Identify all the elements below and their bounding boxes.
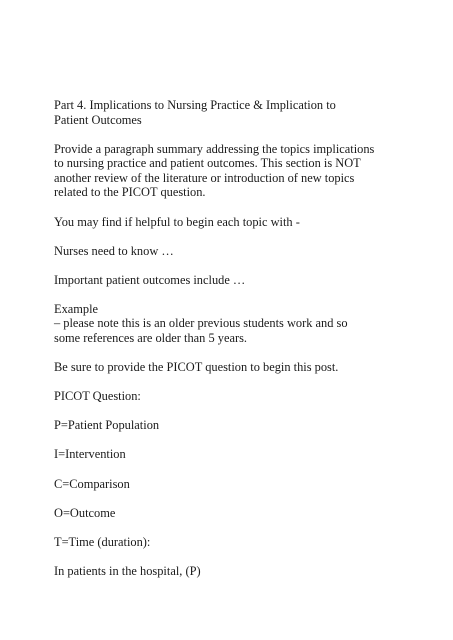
text-line: – please note this is an older previous students work and so	[54, 316, 348, 331]
text-line: PICOT Question:	[54, 389, 141, 404]
picot-heading	[54, 389, 414, 404]
text-line: C=Comparison	[54, 476, 130, 491]
text-line: You may find if helpful to begin each topic with -	[54, 214, 300, 229]
text-line: In patients in the hospital, (P)	[54, 563, 201, 578]
tip-paragraph	[54, 215, 414, 230]
text-line: Provide a paragraph summary addressing the topics implications	[54, 141, 375, 156]
text-line: to nursing practice and patient outcomes. This section is NOT	[54, 156, 361, 171]
example-paragraph	[54, 302, 414, 346]
text-line: Be sure to provide the PICOT question to begin this post.	[54, 360, 339, 375]
picot-reminder	[54, 360, 414, 375]
picot-t	[54, 535, 414, 550]
prompt-nurses	[54, 244, 414, 259]
text-line: Example	[54, 301, 99, 316]
picot-o	[54, 506, 414, 521]
text-line: T=Time (duration):	[54, 534, 151, 549]
text-line: Part 4. Implications to Nursing Practice & Implication to	[54, 98, 336, 112]
section-heading	[54, 98, 414, 127]
text-line: another review of the literature or introduction of new topics	[54, 170, 355, 185]
text-line: Patient Outcomes	[54, 112, 142, 127]
picot-example-start	[54, 564, 414, 579]
document-body	[54, 98, 414, 593]
picot-p	[54, 418, 414, 433]
text-line: Nurses need to know …	[54, 243, 174, 258]
picot-i	[54, 447, 414, 462]
picot-c	[54, 477, 414, 492]
text-line: Important patient outcomes include …	[54, 272, 246, 287]
text-line: I=Intervention	[54, 447, 126, 462]
text-line: P=Patient Population	[54, 418, 160, 433]
text-line: some references are older than 5 years.	[54, 331, 247, 346]
text-line: related to the PICOT question.	[54, 185, 206, 200]
text-line: O=Outcome	[54, 505, 116, 520]
instructions-paragraph	[54, 142, 414, 200]
prompt-outcomes	[54, 273, 414, 288]
